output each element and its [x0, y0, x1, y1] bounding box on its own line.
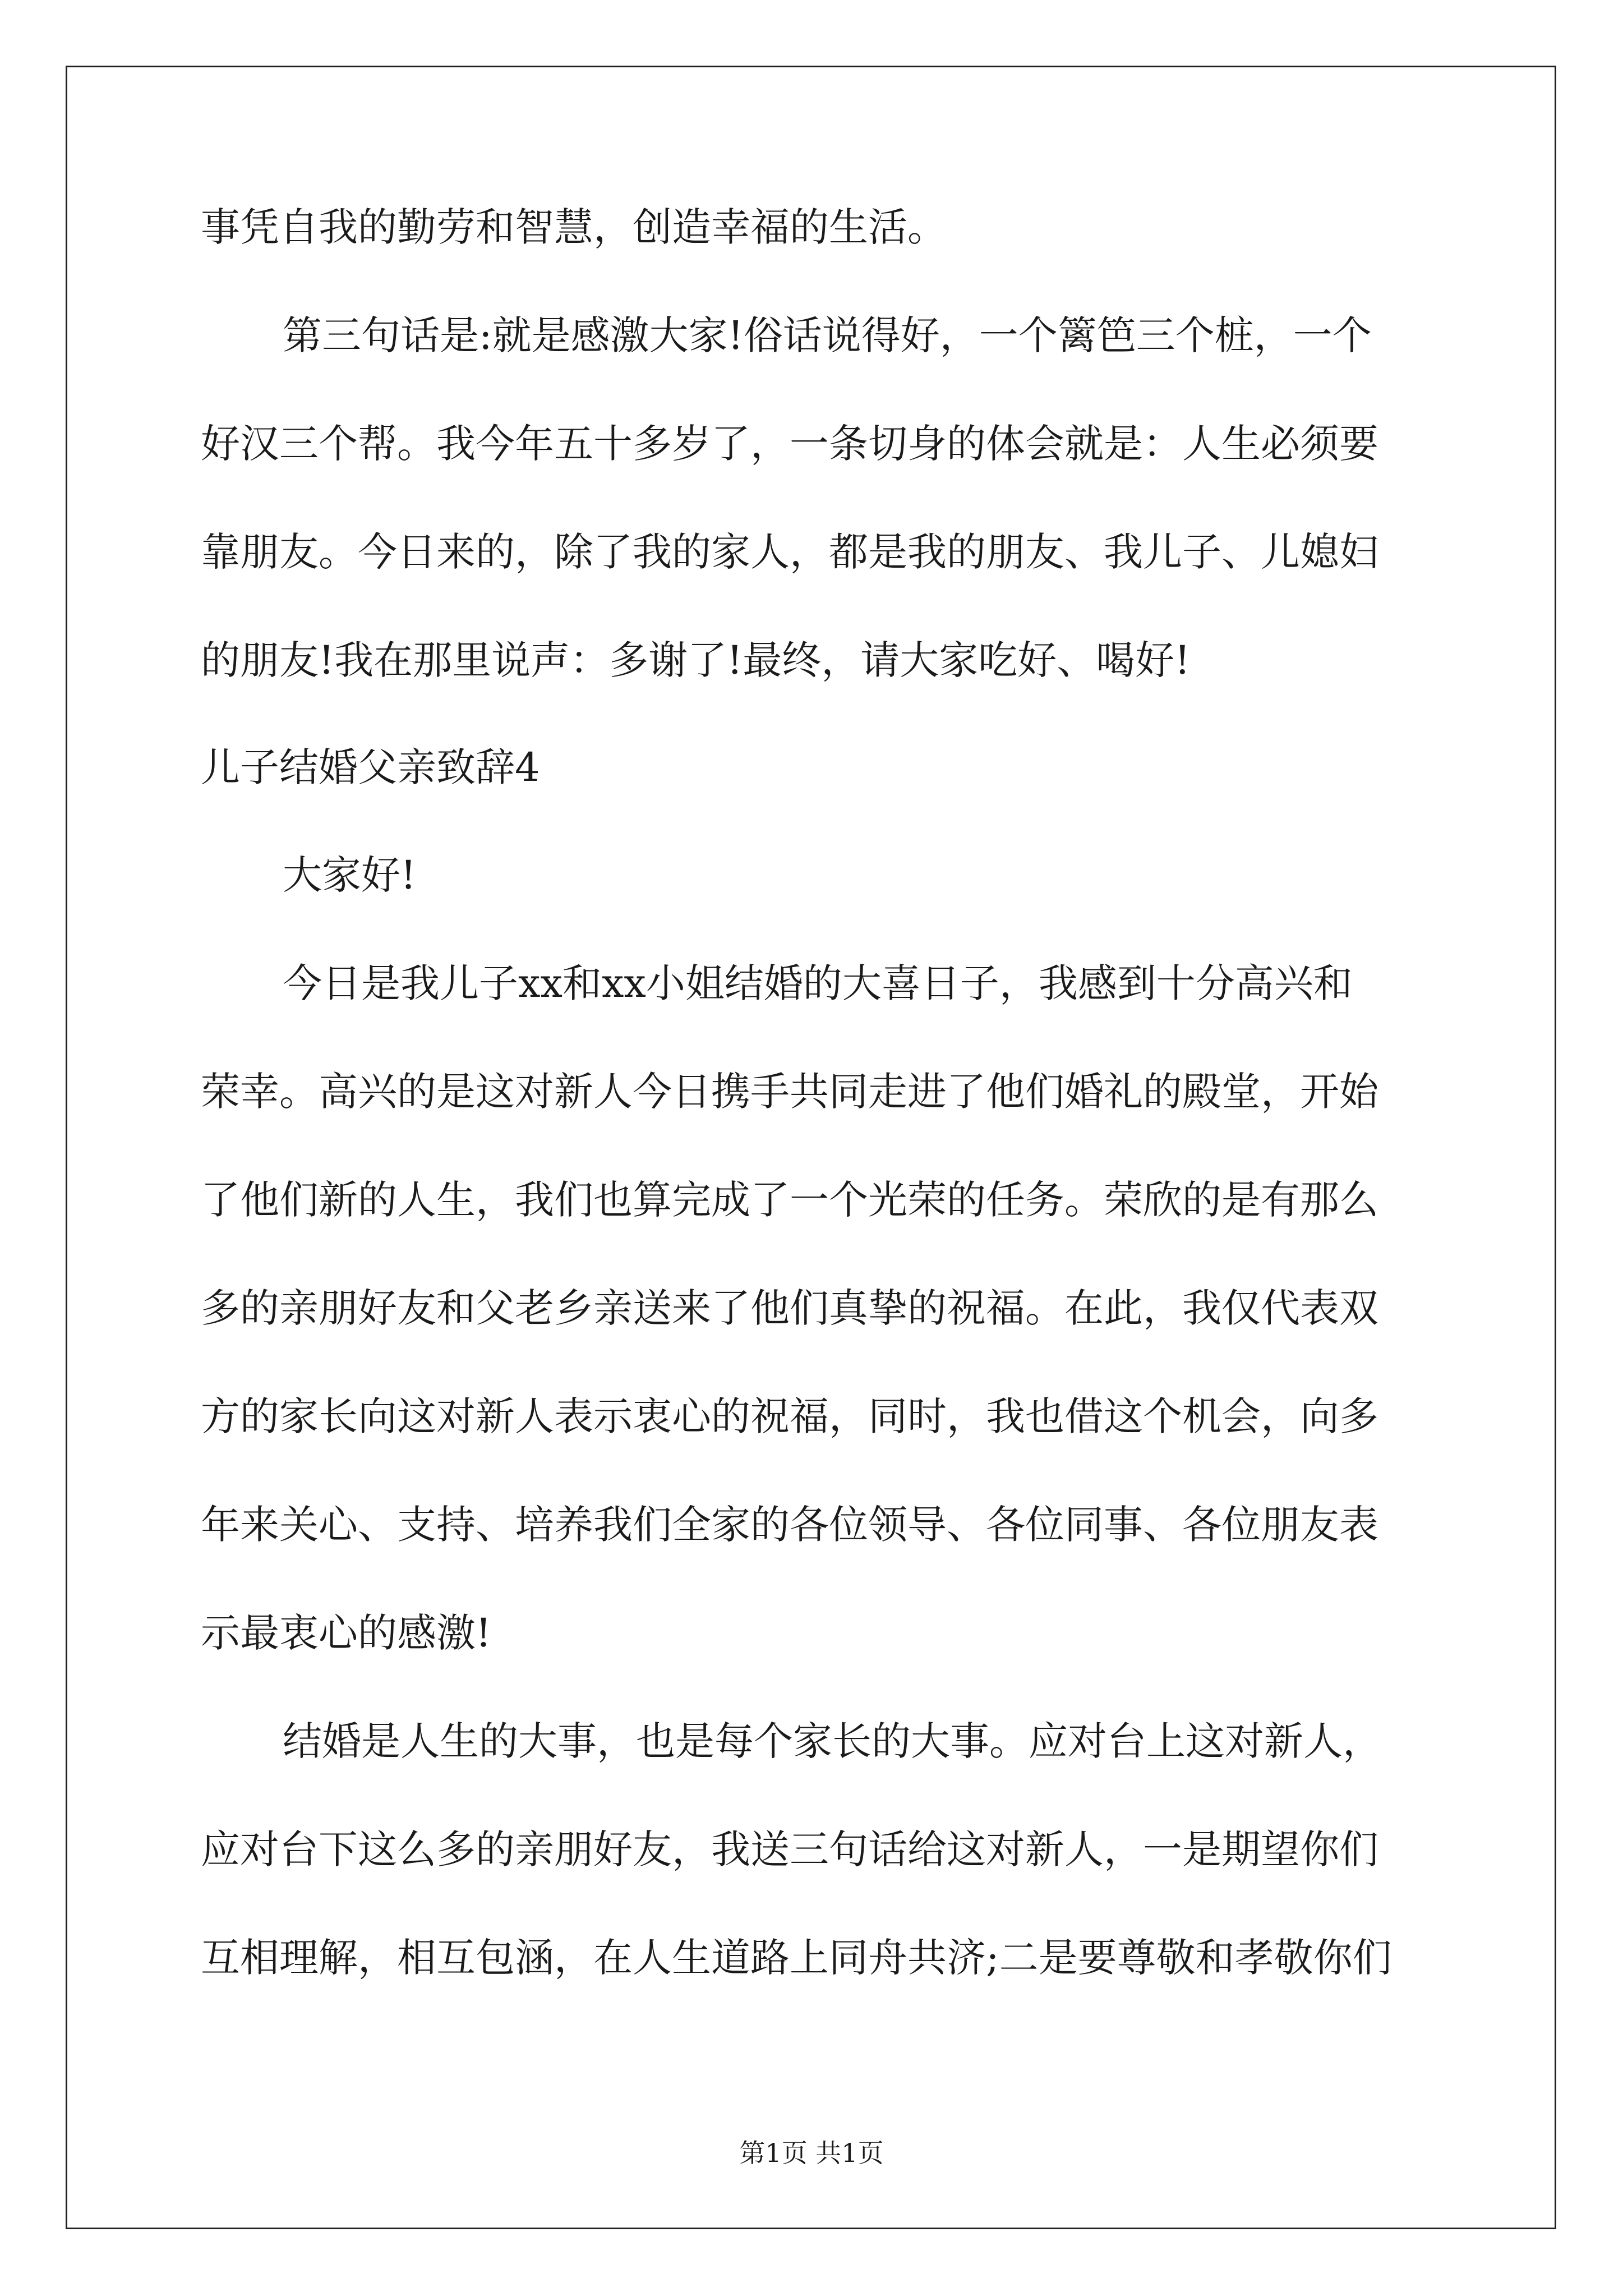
paragraph-line: 了他们新的人生，我们也算完成了一个光荣的任务。荣欣的是有那么	[201, 1177, 1378, 1223]
paragraph-line: 示最衷心的感激!	[201, 1610, 492, 1656]
paragraph-line: 的朋友!我在那里说声：多谢了!最终，请大家吃好、喝好!	[201, 637, 1191, 683]
paragraph-line: 荣幸。高兴的是这对新人今日携手共同走进了他们婚礼的殿堂，开始	[201, 1069, 1378, 1115]
section-heading: 儿子结婚父亲致辞4	[201, 744, 540, 790]
paragraph-line: 结婚是人生的大事，也是每个家长的大事。应对台上这对新人，	[283, 1718, 1382, 1764]
paragraph-line: 今日是我儿子xx和xx小姐结婚的大喜日子，我感到十分高兴和	[283, 960, 1353, 1006]
paragraph-line: 靠朋友。今日来的，除了我的家人，都是我的朋友、我儿子、儿媳妇	[201, 529, 1378, 575]
page-border	[66, 66, 1556, 2229]
paragraph-line: 互相理解，相互包涵，在人生道路上同舟共济;二是要尊敬和孝敬你们	[201, 1935, 1392, 1981]
paragraph-line: 应对台下这么多的亲朋好友，我送三句话给这对新人，一是期望你们	[201, 1826, 1378, 1872]
paragraph-line: 大家好!	[283, 852, 417, 898]
paragraph-line: 多的亲朋好友和父老乡亲送来了他们真挚的祝福。在此，我仅代表双	[201, 1285, 1378, 1331]
page-footer: 第1页 共1页	[739, 2138, 884, 2168]
paragraph-line: 年来关心、支持、培养我们全家的各位领导、各位同事、各位朋友表	[201, 1502, 1378, 1548]
paragraph-line: 第三句话是:就是感激大家!俗话说得好，一个篱笆三个桩，一个	[283, 312, 1372, 358]
paragraph-line: 事凭自我的勤劳和智慧，创造幸福的生活。	[201, 204, 947, 250]
paragraph-line: 好汉三个帮。我今年五十多岁了，一条切身的体会就是：人生必须要	[201, 421, 1378, 467]
paragraph-line: 方的家长向这对新人表示衷心的祝福，同时，我也借这个机会，向多	[201, 1393, 1378, 1439]
